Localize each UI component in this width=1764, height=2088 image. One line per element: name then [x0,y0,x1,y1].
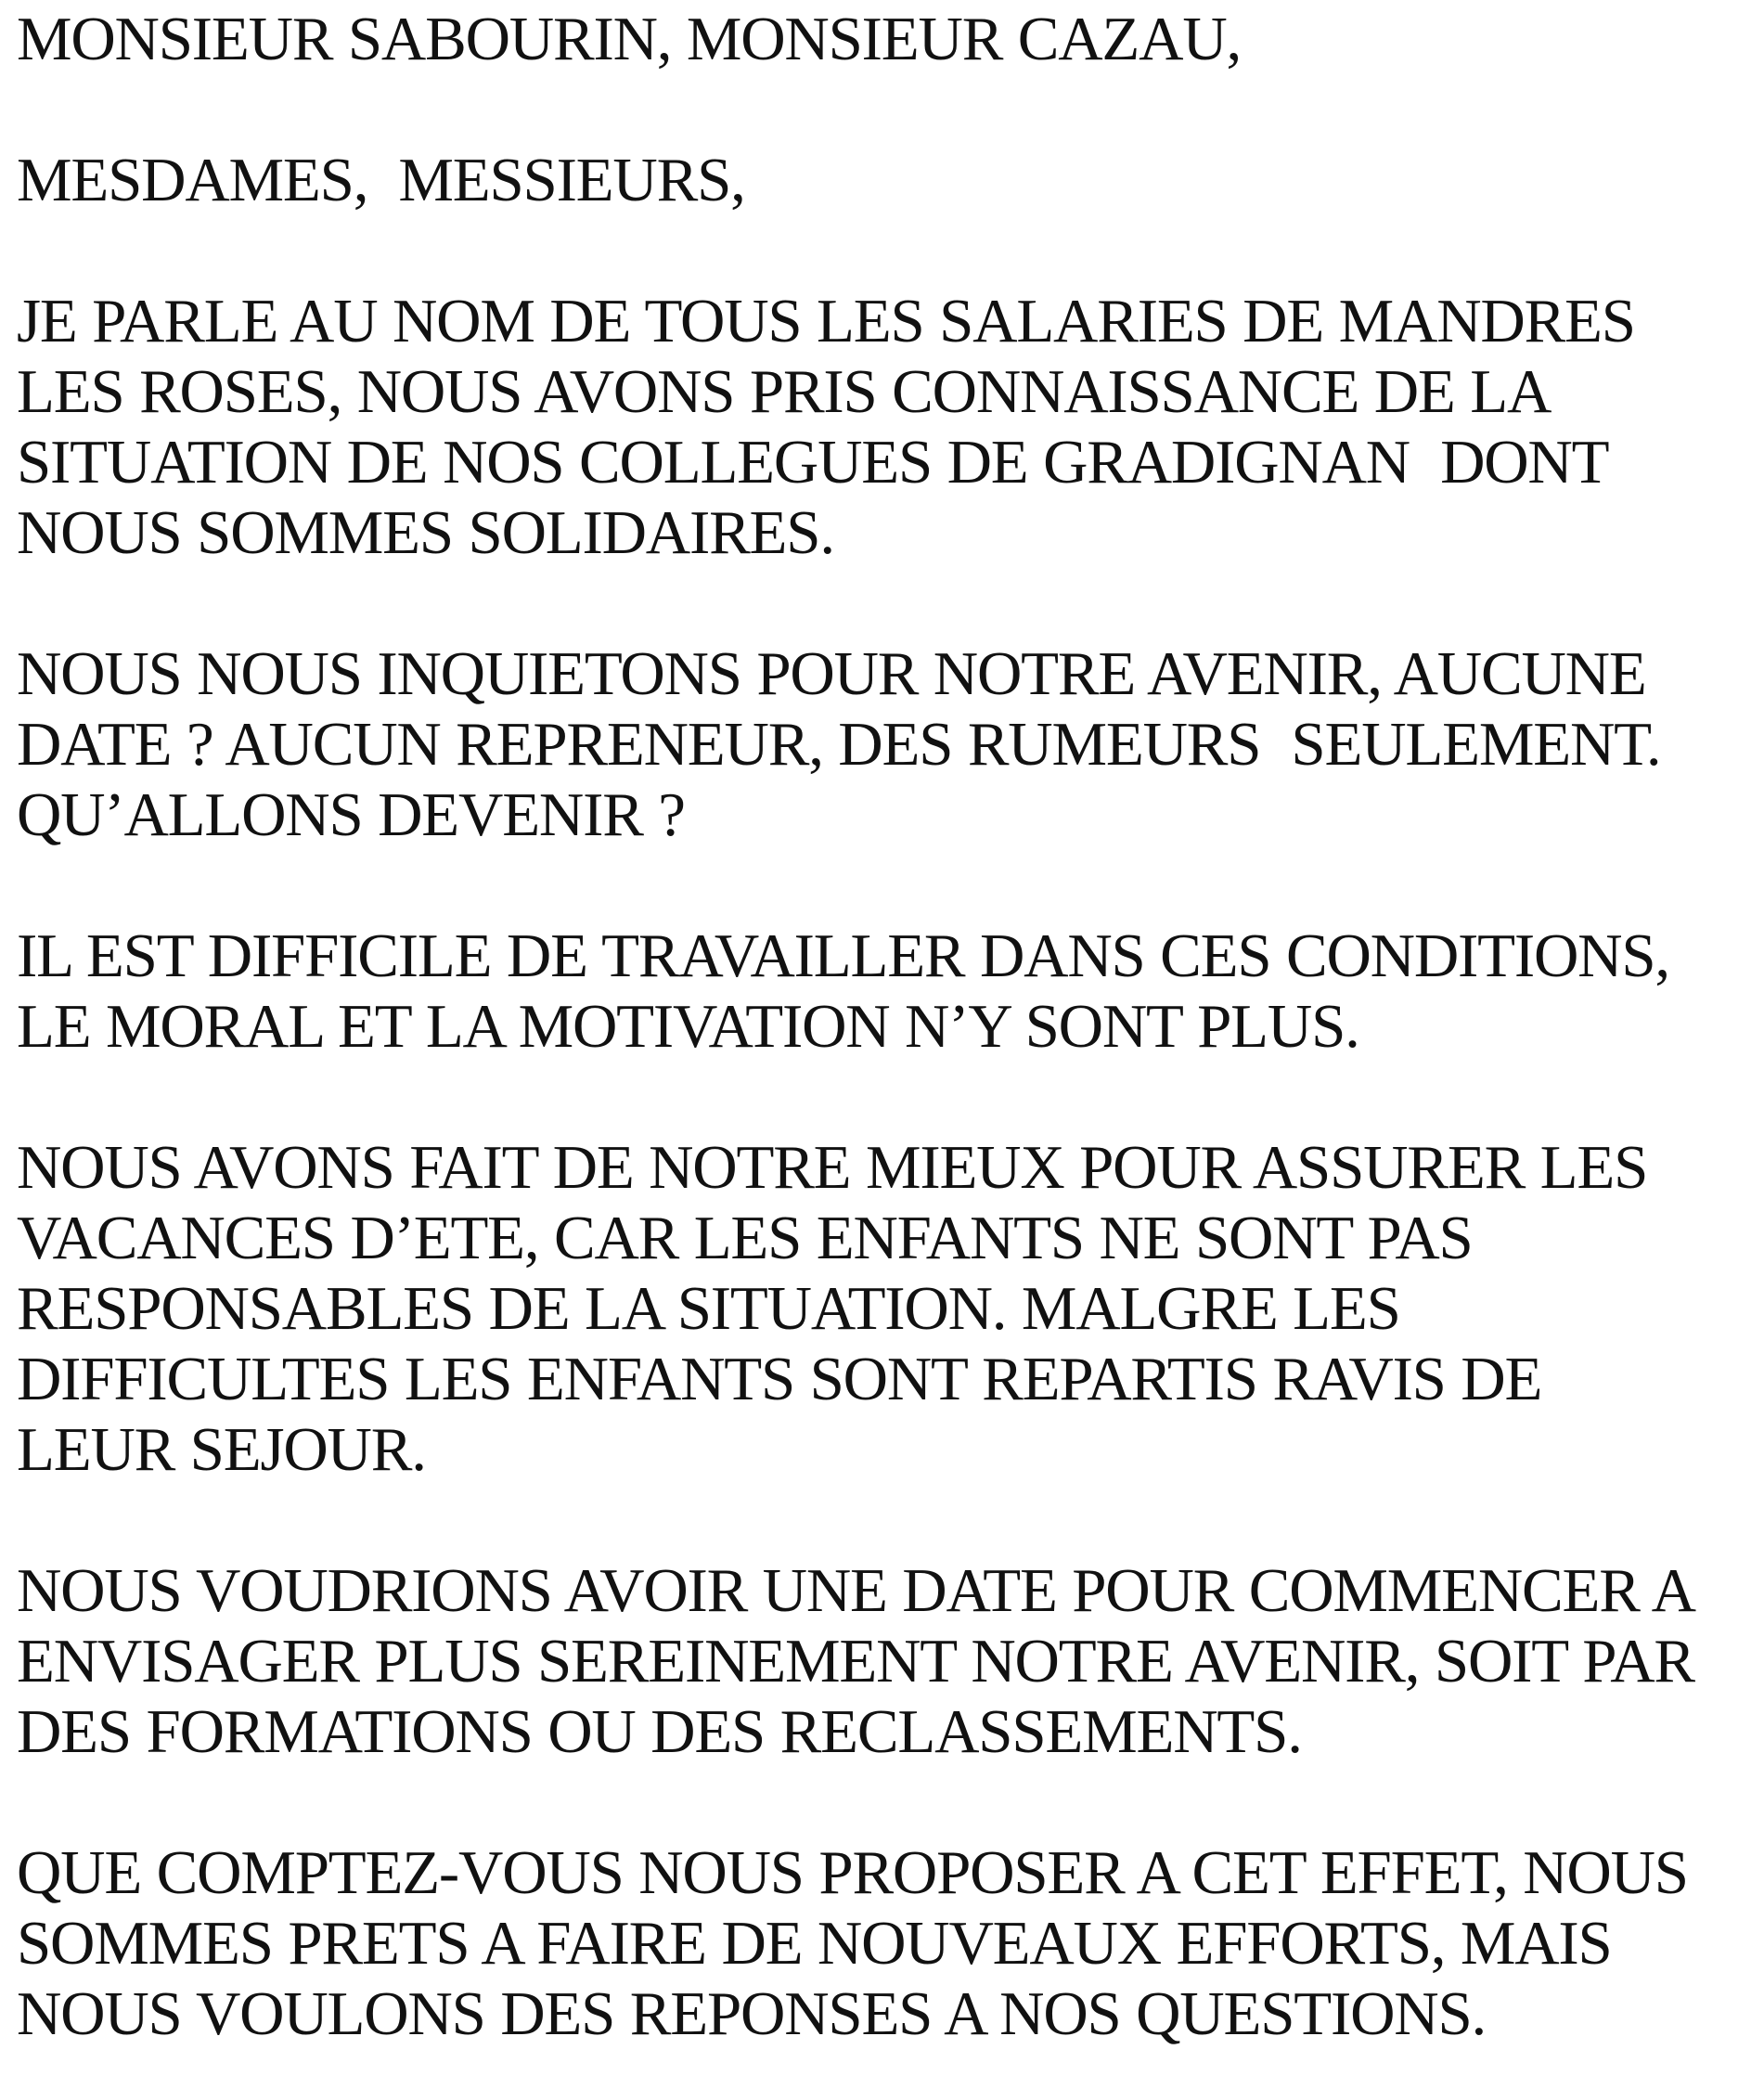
letter-body [17,4,1752,2049]
text-line: DIFFICULTES LES ENFANTS SONT REPARTIS RAVIS DE [17,1345,1542,1413]
text-line: MESDAMES, MESSIEURS, [17,146,745,214]
text-line: NOUS NOUS INQUIETONS POUR NOTRE AVENIR, AUCUNE [17,639,1646,708]
text-line: NOUS VOULONS DES REPONSES A NOS QUESTIONS. [17,1979,1487,2048]
text-line: NOUS SOMMES SOLIDAIRES. [17,498,834,567]
text-line: LEUR SEJOUR. [17,1415,426,1484]
text-line: LES ROSES, NOUS AVONS PRIS CONNAISSANCE DE LA [17,357,1552,426]
text-line: QU’ALLONS DEVENIR ? [17,780,685,849]
salutation-general [17,145,1752,215]
text-line: ENVISAGER PLUS SEREINEMENT NOTRE AVENIR, SOIT PAR [17,1627,1694,1695]
text-line: DES FORMATIONS OU DES RECLASSEMENTS. [17,1697,1302,1766]
text-line: SITUATION DE NOS COLLEGUES DE GRADIGNAN DONT [17,428,1609,496]
text-line: SOMMES PRETS A FAIRE DE NOUVEAUX EFFORTS, MAIS [17,1909,1612,1978]
paragraph-holidays [17,1132,1752,1485]
paragraph-question [17,1837,1752,2049]
text-line: LE MORAL ET LA MOTIVATION N’Y SONT PLUS. [17,992,1359,1061]
salutation-names [17,4,1752,74]
text-line: IL EST DIFFICILE DE TRAVAILLER DANS CES CONDITIONS, [17,922,1669,990]
paragraph-conditions [17,921,1752,1062]
text-line: NOUS AVONS FAIT DE NOTRE MIEUX POUR ASSURER LES [17,1133,1648,1202]
text-line: RESPONSABLES DE LA SITUATION. MALGRE LES [17,1274,1400,1343]
paragraph-concern [17,638,1752,850]
paragraph-introduction [17,286,1752,568]
text-line: QUE COMPTEZ-VOUS NOUS PROPOSER A CET EFFET, NOUS [17,1838,1688,1907]
text-line: JE PARLE AU NOM DE TOUS LES SALARIES DE MANDRES [17,287,1635,355]
text-line: MONSIEUR SABOURIN, MONSIEUR CAZAU, [17,5,1242,73]
paragraph-request-date [17,1555,1752,1767]
text-line: VACANCES D’ETE, CAR LES ENFANTS NE SONT PAS [17,1204,1473,1272]
text-line: DATE ? AUCUN REPRENEUR, DES RUMEURS SEULEMENT. [17,710,1661,779]
text-line: NOUS VOUDRIONS AVOIR UNE DATE POUR COMMENCER A [17,1556,1695,1625]
